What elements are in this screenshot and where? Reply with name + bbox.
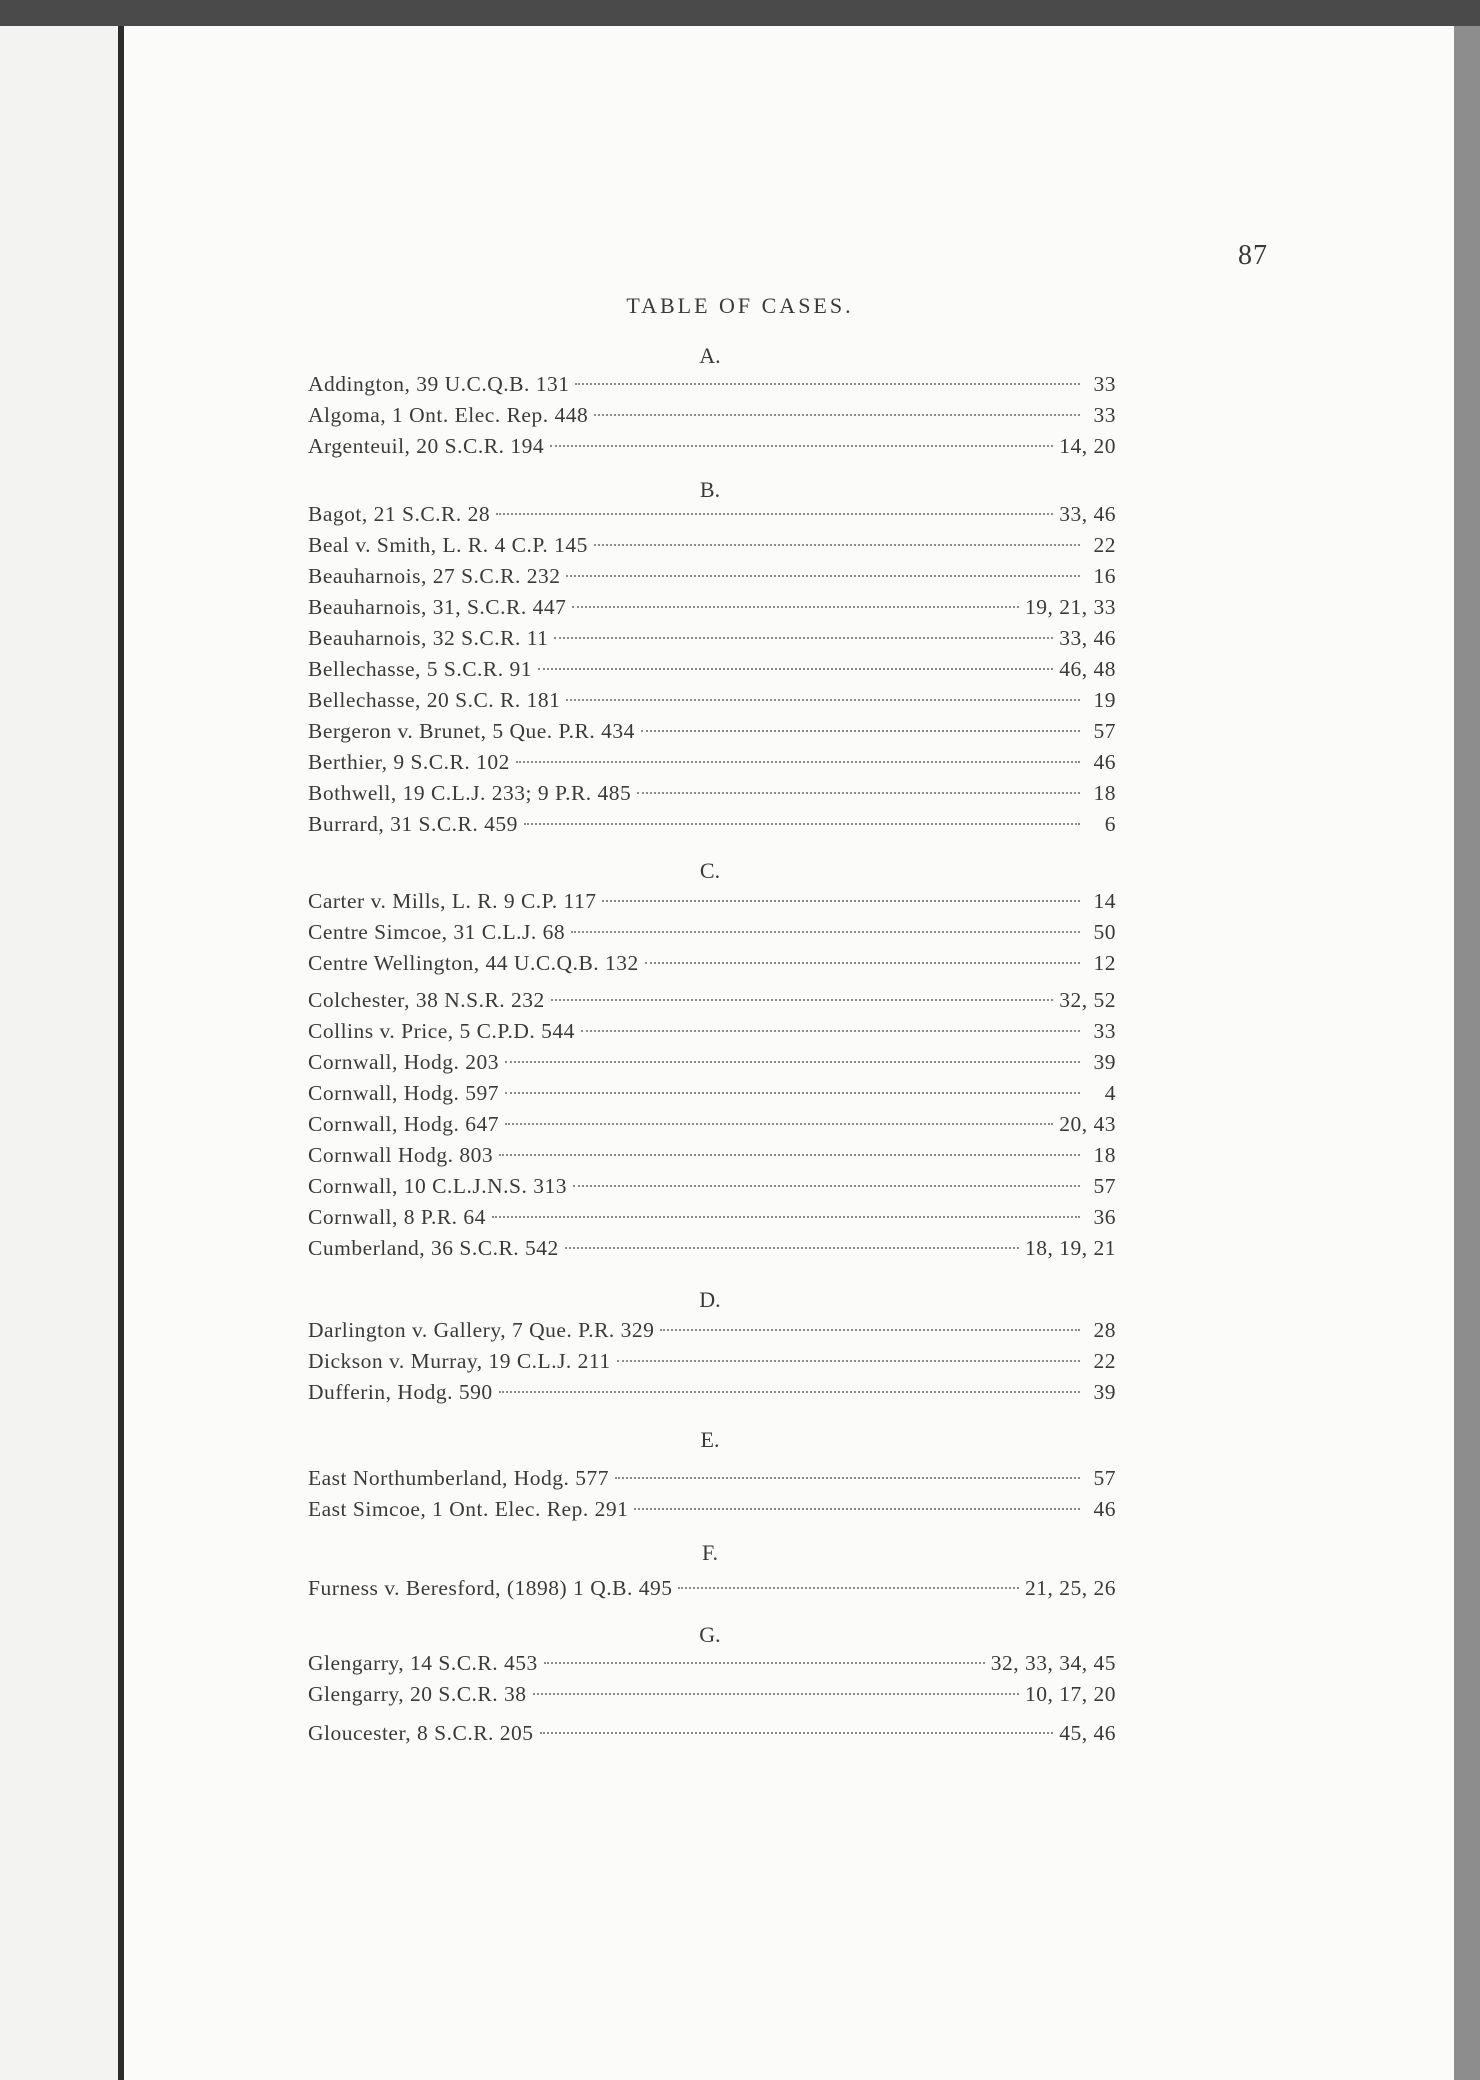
- page-refs: 33, 46: [1059, 626, 1116, 650]
- dot-leader: [505, 1091, 1080, 1094]
- page-refs: 18: [1093, 781, 1116, 805]
- table-of-cases: [300, 0, 1120, 2080]
- table-row: [308, 657, 1116, 687]
- table-row: [308, 403, 1116, 433]
- page-refs: 33, 46: [1059, 502, 1116, 526]
- page-refs: 39: [1093, 1050, 1116, 1074]
- dot-leader: [551, 998, 1053, 1001]
- dot-leader: [573, 1184, 1080, 1187]
- case-name: Bergeron v. Brunet, 5 Que. P.R. 434: [308, 719, 635, 743]
- page-refs: 36: [1093, 1205, 1116, 1229]
- table-row: [308, 1682, 1116, 1712]
- case-name: Cornwall, Hodg. 597: [308, 1081, 500, 1105]
- page-refs: 20, 43: [1059, 1112, 1116, 1136]
- dot-leader: [516, 760, 1080, 763]
- page-title: TABLE OF CASES.: [626, 293, 854, 318]
- table-row: [308, 1236, 1116, 1266]
- case-name: Colchester, 38 N.S.R. 232: [308, 988, 545, 1012]
- dot-leader: [505, 1122, 1053, 1125]
- case-name: Glengarry, 14 S.C.R. 453: [308, 1651, 538, 1675]
- table-row: [308, 781, 1116, 811]
- table-row: [308, 1497, 1116, 1527]
- page-number: 87: [1238, 240, 1268, 271]
- page-refs: 19: [1093, 688, 1116, 712]
- page-refs: 33: [1093, 403, 1116, 427]
- dot-leader: [544, 1661, 985, 1664]
- dot-leader: [660, 1328, 1080, 1331]
- dot-leader: [575, 382, 1080, 385]
- case-name: Beauharnois, 27 S.C.R. 232: [308, 564, 561, 588]
- table-row: [308, 1466, 1116, 1496]
- case-name: Beauharnois, 31, S.C.R. 447: [308, 595, 567, 619]
- table-row: [308, 1143, 1116, 1173]
- page-refs: 22: [1093, 533, 1116, 557]
- page-refs: 14, 20: [1059, 434, 1116, 458]
- page-refs: 33: [1093, 372, 1116, 396]
- case-name: Dufferin, Hodg. 590: [308, 1380, 493, 1404]
- case-name: Beauharnois, 32 S.C.R. 11: [308, 626, 549, 650]
- case-name: Algoma, 1 Ont. Elec. Rep. 448: [308, 403, 589, 427]
- page-refs: 6: [1104, 812, 1116, 836]
- page-refs: 32, 52: [1059, 988, 1116, 1012]
- dot-leader: [617, 1359, 1080, 1362]
- case-name: East Northumberland, Hodg. 577: [308, 1466, 610, 1490]
- table-row: [308, 951, 1116, 981]
- dot-leader: [554, 636, 1053, 639]
- dot-leader: [566, 698, 1080, 701]
- page-refs: 22: [1093, 1349, 1116, 1373]
- dot-leader: [581, 1029, 1080, 1032]
- scan-right-border: [1454, 26, 1480, 2080]
- dot-leader: [566, 574, 1080, 577]
- page-refs: 21, 25, 26: [1025, 1576, 1116, 1600]
- dot-leader: [641, 729, 1080, 732]
- case-name: Glengarry, 20 S.C.R. 38: [308, 1682, 527, 1706]
- section-letter-e: E.: [700, 1427, 720, 1452]
- case-name: Gloucester, 8 S.C.R. 205: [308, 1721, 534, 1745]
- section-letter-d: D.: [699, 1287, 721, 1312]
- dot-leader: [540, 1731, 1054, 1734]
- table-row: [308, 889, 1116, 919]
- case-name: Burrard, 31 S.C.R. 459: [308, 812, 518, 836]
- dot-leader: [634, 1507, 1080, 1510]
- dot-leader: [602, 899, 1080, 902]
- table-row: [308, 688, 1116, 718]
- dot-leader: [492, 1215, 1080, 1218]
- page-refs: 4: [1104, 1081, 1116, 1105]
- page-refs: 18: [1093, 1143, 1116, 1167]
- dot-leader: [637, 791, 1080, 794]
- case-name: Dickson v. Murray, 19 C.L.J. 211: [308, 1349, 611, 1373]
- case-name: Argenteuil, 20 S.C.R. 194: [308, 434, 545, 458]
- table-row: [308, 1651, 1116, 1681]
- page-refs: 28: [1093, 1318, 1116, 1342]
- case-name: Bellechasse, 20 S.C. R. 181: [308, 688, 561, 712]
- section-letter-f: F.: [702, 1540, 718, 1565]
- page-refs: 14: [1093, 889, 1116, 913]
- table-row: [308, 1019, 1116, 1049]
- case-name: Cornwall, 8 P.R. 64: [308, 1205, 486, 1229]
- case-name: Centre Simcoe, 31 C.L.J. 68: [308, 920, 566, 944]
- page-refs: 57: [1093, 719, 1116, 743]
- table-row: [308, 719, 1116, 749]
- table-row: [308, 1721, 1116, 1751]
- case-name: Collins v. Price, 5 C.P.D. 544: [308, 1019, 575, 1043]
- table-row: [308, 1318, 1116, 1348]
- table-row: [308, 434, 1116, 464]
- dot-leader: [496, 512, 1053, 515]
- page-refs: 50: [1093, 920, 1116, 944]
- table-row: [308, 1081, 1116, 1111]
- page-refs: 45, 46: [1059, 1721, 1116, 1745]
- table-row: [308, 1380, 1116, 1410]
- case-name: Carter v. Mills, L. R. 9 C.P. 117: [308, 889, 597, 913]
- case-name: Centre Wellington, 44 U.C.Q.B. 132: [308, 951, 639, 975]
- page-refs: 16: [1093, 564, 1116, 588]
- table-row: [308, 1576, 1116, 1606]
- dot-leader: [594, 413, 1080, 416]
- dot-leader: [615, 1476, 1080, 1479]
- dot-leader: [533, 1692, 1019, 1695]
- table-row: [308, 626, 1116, 656]
- dot-leader: [524, 822, 1080, 825]
- case-name: Bagot, 21 S.C.R. 28: [308, 502, 491, 526]
- case-name: Bellechasse, 5 S.C.R. 91: [308, 657, 532, 681]
- page-refs: 46: [1093, 1497, 1116, 1521]
- dot-leader: [571, 930, 1080, 933]
- case-name: Furness v. Beresford, (1898) 1 Q.B. 495: [308, 1576, 673, 1600]
- page-refs: 46: [1093, 750, 1116, 774]
- dot-leader: [565, 1246, 1019, 1249]
- table-row: [308, 564, 1116, 594]
- dot-leader: [499, 1153, 1080, 1156]
- page-refs: 32, 33, 34, 45: [990, 1651, 1116, 1675]
- dot-leader: [678, 1586, 1019, 1589]
- case-name: Addington, 39 U.C.Q.B. 131: [308, 372, 570, 396]
- table-row: [308, 372, 1116, 402]
- case-name: Berthier, 9 S.C.R. 102: [308, 750, 510, 774]
- dot-leader: [505, 1060, 1080, 1063]
- dot-leader: [594, 543, 1080, 546]
- table-row: [308, 920, 1116, 950]
- table-row: [308, 1205, 1116, 1235]
- page-refs: 33: [1093, 1019, 1116, 1043]
- table-row: [308, 1174, 1116, 1204]
- table-row: [308, 533, 1116, 563]
- page-refs: 57: [1093, 1174, 1116, 1198]
- case-name: East Simcoe, 1 Ont. Elec. Rep. 291: [308, 1497, 629, 1521]
- table-row: [308, 595, 1116, 625]
- facing-page-edge: [0, 26, 124, 2080]
- page-refs: 18, 19, 21: [1025, 1236, 1116, 1260]
- case-name: Cornwall, Hodg. 203: [308, 1050, 500, 1074]
- case-name: Bothwell, 19 C.L.J. 233; 9 P.R. 485: [308, 781, 632, 805]
- section-letter-b: B.: [699, 477, 721, 502]
- dot-leader: [572, 605, 1019, 608]
- table-row: [308, 750, 1116, 780]
- case-name: Beal v. Smith, L. R. 4 C.P. 145: [308, 533, 588, 557]
- page-refs: 12: [1093, 951, 1116, 975]
- dot-leader: [550, 444, 1053, 447]
- case-name: Cornwall, Hodg. 647: [308, 1112, 500, 1136]
- table-row: [308, 1112, 1116, 1142]
- dot-leader: [645, 961, 1080, 964]
- case-name: Darlington v. Gallery, 7 Que. P.R. 329: [308, 1318, 655, 1342]
- table-row: [308, 1349, 1116, 1379]
- page-refs: 46, 48: [1059, 657, 1116, 681]
- page-refs: 19, 21, 33: [1025, 595, 1116, 619]
- section-letter-a: A.: [699, 343, 721, 368]
- table-row: [308, 988, 1116, 1018]
- page-refs: 57: [1093, 1466, 1116, 1490]
- page-refs: 10, 17, 20: [1025, 1682, 1116, 1706]
- dot-leader: [538, 667, 1053, 670]
- case-name: Cumberland, 36 S.C.R. 542: [308, 1236, 559, 1260]
- section-letter-g: G.: [699, 1622, 721, 1647]
- table-row: [308, 502, 1116, 532]
- dot-leader: [499, 1390, 1080, 1393]
- page-refs: 39: [1093, 1380, 1116, 1404]
- case-name: Cornwall, 10 C.L.J.N.S. 313: [308, 1174, 567, 1198]
- table-row: [308, 1050, 1116, 1080]
- case-name: Cornwall Hodg. 803: [308, 1143, 494, 1167]
- table-row: [308, 812, 1116, 842]
- section-letter-c: C.: [699, 858, 721, 883]
